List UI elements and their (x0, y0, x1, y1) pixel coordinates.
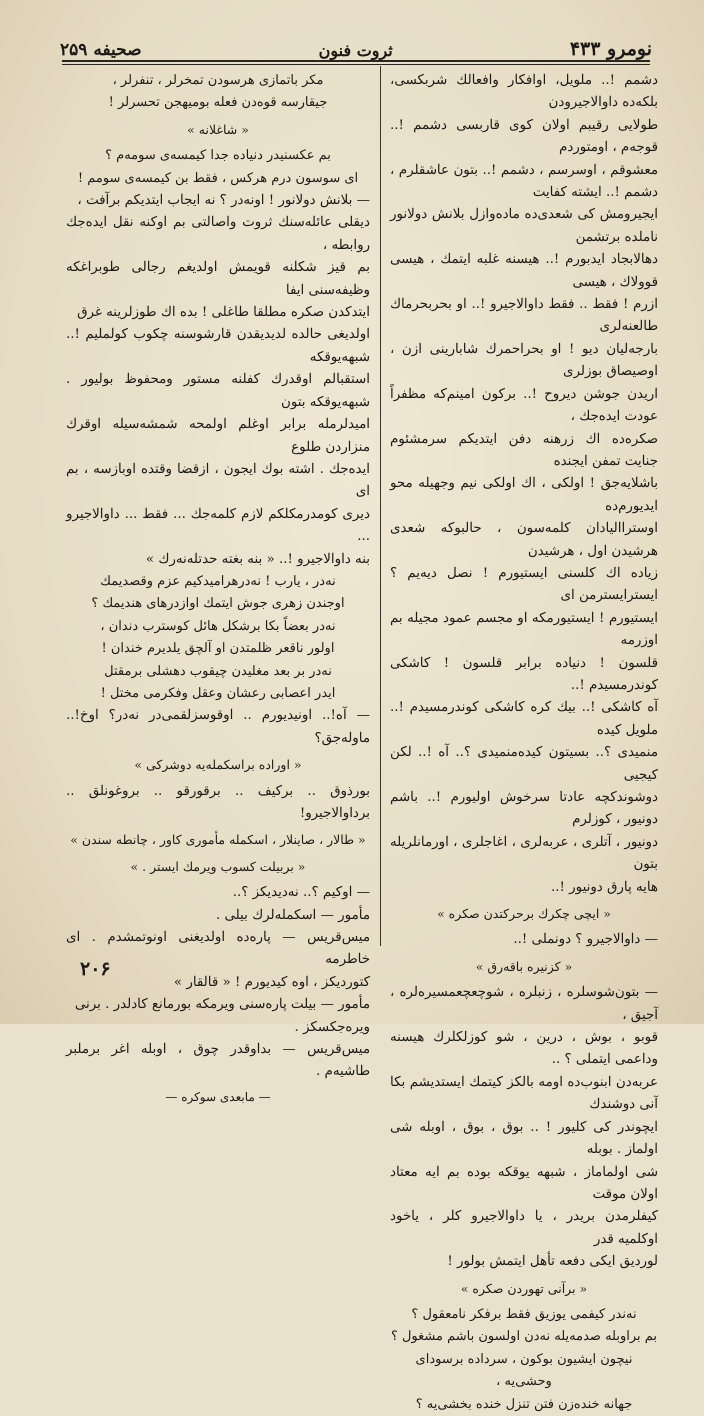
text-line: عربه‌دن ابنوب‌ده اومه بالکز کیتمك ایستدیشم بکا آنی دوشندك (390, 1074, 658, 1113)
continuation-note: — مابعدی سوکره — (165, 1089, 271, 1104)
text-line: ایستیورم ! ایستیورمکه او مجسم عمود مجیله بم اوزرمه (390, 610, 658, 649)
text-line: — بتون‌شو‌سلره ، زنبلره ، شوچعچعمسیره‌لره ، آجیق ، (390, 985, 658, 1023)
text-line: معشوقم ، اوسرسم ، دشمم !.. بتون عاشقلرم ، دشمم !.. ایشته کفایت (390, 162, 658, 201)
text-line: ایچوندر کی کلیور ! .. بوق ، بوق ، اوبله شی اولماز . بوبله (390, 1119, 658, 1158)
text-line: — آه!.. اونیدیورم .. اوقوسزلقمی‌در نه‌در؟ اوخ!.. ماوله‌جق؟ (66, 708, 370, 746)
text-line: استقبالم اوقدرك کفلنه مستور ومحفوظ بولیور . شبهه‌یوقکه بتون (66, 372, 370, 410)
verse-line: جیقارسه قوه‌دن فعله بومیهجن تحسرلر ! (108, 95, 328, 111)
text-line: ایتدکدن صکره مطلقا طاغلی ! بده اك طوزلرینه غرق (77, 305, 370, 321)
text-line: قلسون ! دنیاده برابر قلسون ! کاشکی کوندرمسیدم !.. (390, 655, 658, 693)
verse-line: ای سوسون درم هرکس ، فقط بن کیمسه‌ی سومم ! (77, 170, 359, 186)
text-line: هایه‌ پارق دونیور !.. (551, 879, 658, 895)
header-rule-thin (62, 64, 650, 65)
journal-title: ثروت فنون (318, 41, 393, 60)
verse-line: نه‌در ، یارب ! نه‌درهرامیدکیم عزم وقصدیمك (100, 573, 336, 589)
text-line: اولدیغی حالده لدیدیقدن قارشوسنه چکوب کولملیم !.. شبهه‌یوقکه (66, 327, 370, 365)
verse-line: بم براوبله صدمه‌یله نه‌دن اولسون باشم مشغول ؟ (390, 1329, 658, 1345)
text-line: — داوالاجیرو ؟ دونملی !.. (513, 932, 658, 948)
text-line: امیدلرمله برابر اوغلم اولمحه شمشه‌سیله اوقرك منزاردن طلوع (66, 417, 370, 455)
verse-line: نه‌در بر بعد مغلیدن چیقوب دهشلی برمقتل (104, 663, 332, 679)
stage-direction: « کزنیره باقه‌رق » (475, 958, 573, 974)
text-line: بارجه‌لیان دیو ! او بحراحمرك شابارینی ازن ، اوصیصاق بوزلری (390, 341, 658, 380)
stage-direction: « بربیلت کسوب ویرمك ایستر . » (130, 858, 306, 874)
text-line: میس‌قریس — بداوقدر چوق ، اوبله اغر برملبر طاشیه‌م . (66, 1042, 370, 1080)
verse-line: نه‌ندر کیفمی یوزیق فقط برفکر نامعقول ؟ (411, 1306, 637, 1322)
text-line: بورذوق .. برکیف .. برقورقو .. بروغونلق .. برداوالاجیرو! (66, 783, 370, 821)
text-line: دیری کومدرمکلکم لازم کلمه‌جك ... فقط ... داوالاجیرو ... (66, 506, 370, 545)
verse-line: بم عکسنیدر دنیاده جدا کیمسه‌ی سومه‌م ؟ (105, 148, 331, 164)
text-line: دیقلی عائله‌سنك ثروت واصالتی بم اوکنه نقل ایده‌جك روابطه ، (66, 215, 370, 253)
text-line: کتوردیکز ، اوه کیدیورم ! « قالقار » (173, 974, 370, 990)
text-line: — بلانش دولانور ! اونه‌در ؟ نه ایجاب ایتدیکم برآفت ، (77, 193, 370, 209)
text-line: دونیور ، آتلری ، عربه‌لری ، اغاجلری ، اورمانلریله بتون (390, 834, 658, 873)
text-line: باشلایه‌جق ! اولکی ، اك اولکی نیم وجهیله محو ایدیورم‌ده (390, 476, 658, 514)
text-line: مأمور — اسکمله‌لرك بیلی . (215, 907, 370, 923)
text-line: زیاده اك کلسنی ایستیورم ! نصل دیه‌یم ؟ ایسترایسترمن ای (390, 565, 658, 604)
text-line: — اوکیم ؟.. نه‌دیدیکز ؟.. (232, 885, 370, 901)
text-line: کیفلرمدن بریدر ، یا داوالاجیرو کلر ، یاخود اوکلمیه قدر (390, 1209, 658, 1247)
stage-direction: « برآنی تهوردن صکره » (460, 1280, 588, 1296)
column-divider (380, 66, 381, 946)
verse-line: ایدر اعصابی رعشان وعقل وفکرمی مختل ! (100, 685, 336, 701)
page-number: صحیفه ۲۵۹ (60, 40, 142, 60)
footer-page-mark: ۲۰۶ (80, 958, 111, 980)
verse-line: اوجندن زهری جوش ایتمك اوازدرهای هندیمك ؟ (91, 596, 345, 612)
page-header (60, 26, 652, 60)
text-line: ازرم ! فقط .. فقط داوالاجیرو !.. او بحربحرماك طالعنه‌لری (390, 297, 658, 335)
right-column (390, 70, 658, 1416)
verse-line: جهانه خنده‌زن فتن تنزل خنده بخشی‌یه ؟ (415, 1396, 633, 1412)
text-line: مأمور — بیلت پاره‌سنی ویرمکه بورمانع کادلدر . برنی (74, 997, 370, 1013)
text-line: آه کاشکی !.. بیك کره کاشکی کوندرمسیدم !.. ملویل کیده‌ (390, 700, 658, 738)
text-line: قوبو ، بوش ، درین ، شو کوزلکلرك هیسنه وداعمی ایتملی ؟ .. (390, 1030, 658, 1068)
verse-line: نیچون ایشیون بوکون ، سرداده برسودای وحشی‌یه ، (415, 1351, 633, 1390)
text-line: اوستراالیادان کلمه‌سون ، حالبوکه شعدی هرشیدن اول ، هرشیدن (390, 521, 658, 559)
stage-direction: « طالار ، صاینلار ، اسکمله مأموری کاور ، چانطه سندن » (70, 832, 366, 848)
text-line: بم قیز شکلنه قویمش اولدیغم رجالی طوبراغکه وظیفه‌سنی ایفا (66, 260, 370, 298)
verse-line: نه‌در بعضاً بکا برشکل هائل کوسترب دندان ، (100, 618, 336, 634)
verse-line: اولور ناقعر ظلمتدن او آلچق یلدیرم خندان ! (101, 641, 335, 657)
text-line: اریدن جوشن دیروح !.. برکون امینم‌که مظفراً عودت ایده‌جك ، (390, 386, 658, 425)
text-line: لوردیق ایکی دفعه تأهل ایتمش بولور ! (447, 1254, 658, 1270)
left-column (66, 70, 370, 1110)
text-line: میس‌قریس — پاره‌ده اولدیغنی اونوتمشدم . ای خاطرمه (66, 930, 370, 968)
text-line: صکره‌ده اك زرهنه دفن ایتدیکم سرمشئوم جنایت تمفن ایجنده (390, 431, 658, 469)
text-line: دهالابجاد ایدبورم !.. هیسنه غلبه ایتمك ، هیسی قوولاك ، هیسی (390, 252, 658, 290)
header-rule (62, 60, 650, 62)
text-line: شی اولماماز ، شبهه یوقکه بوده بم ایه معتاد اولان موقت (390, 1164, 658, 1202)
text-line: ویره‌جکسکز . (294, 1019, 370, 1035)
text-line: ایجیرومش کی شعدی‌ده ماده‌وازل بلانش دولانور ناملده برتشمن (390, 207, 658, 245)
text-line: دوشوندکچه عادتا سرخوش اولیورم !.. باشم دونیور ، کوزلرم (390, 790, 658, 828)
stage-direction: « ایچی چکرك برحرکتدن صکره » (437, 906, 611, 922)
stage-direction: « شاغلانه » (187, 121, 249, 137)
issue-number: نومرو ۴۳۳ (569, 38, 652, 60)
text-line: بنه داوالاجیرو !.. « بنه بغته حدتله‌نه‌رك » (145, 551, 370, 567)
verse-line: مکر باتمازی هرسودن تمخرلر ، تنفرلر ، (112, 73, 324, 88)
text-line: منمیدی ؟.. بسیتون کیده‌منمیدی ؟.. آه !.. لکن کیجیی (390, 745, 658, 783)
text-line: طولایی رقیبم اولان کوی قاربسی دشمم !.. قوجه‌م ، اومتوردم (390, 117, 658, 156)
text-line: ایده‌جك . اشته بوك ایجون ، ازقضا وقتده اوبازسه ، بم ای (66, 461, 370, 500)
text-line: دشمم !.. ملویل، اوافکار وافعالك شربكسی، بلكه‌ده داوالاجیرودن (390, 73, 658, 111)
stage-direction: « اوراده براسکمله‌یه دوشرکی » (134, 757, 302, 773)
